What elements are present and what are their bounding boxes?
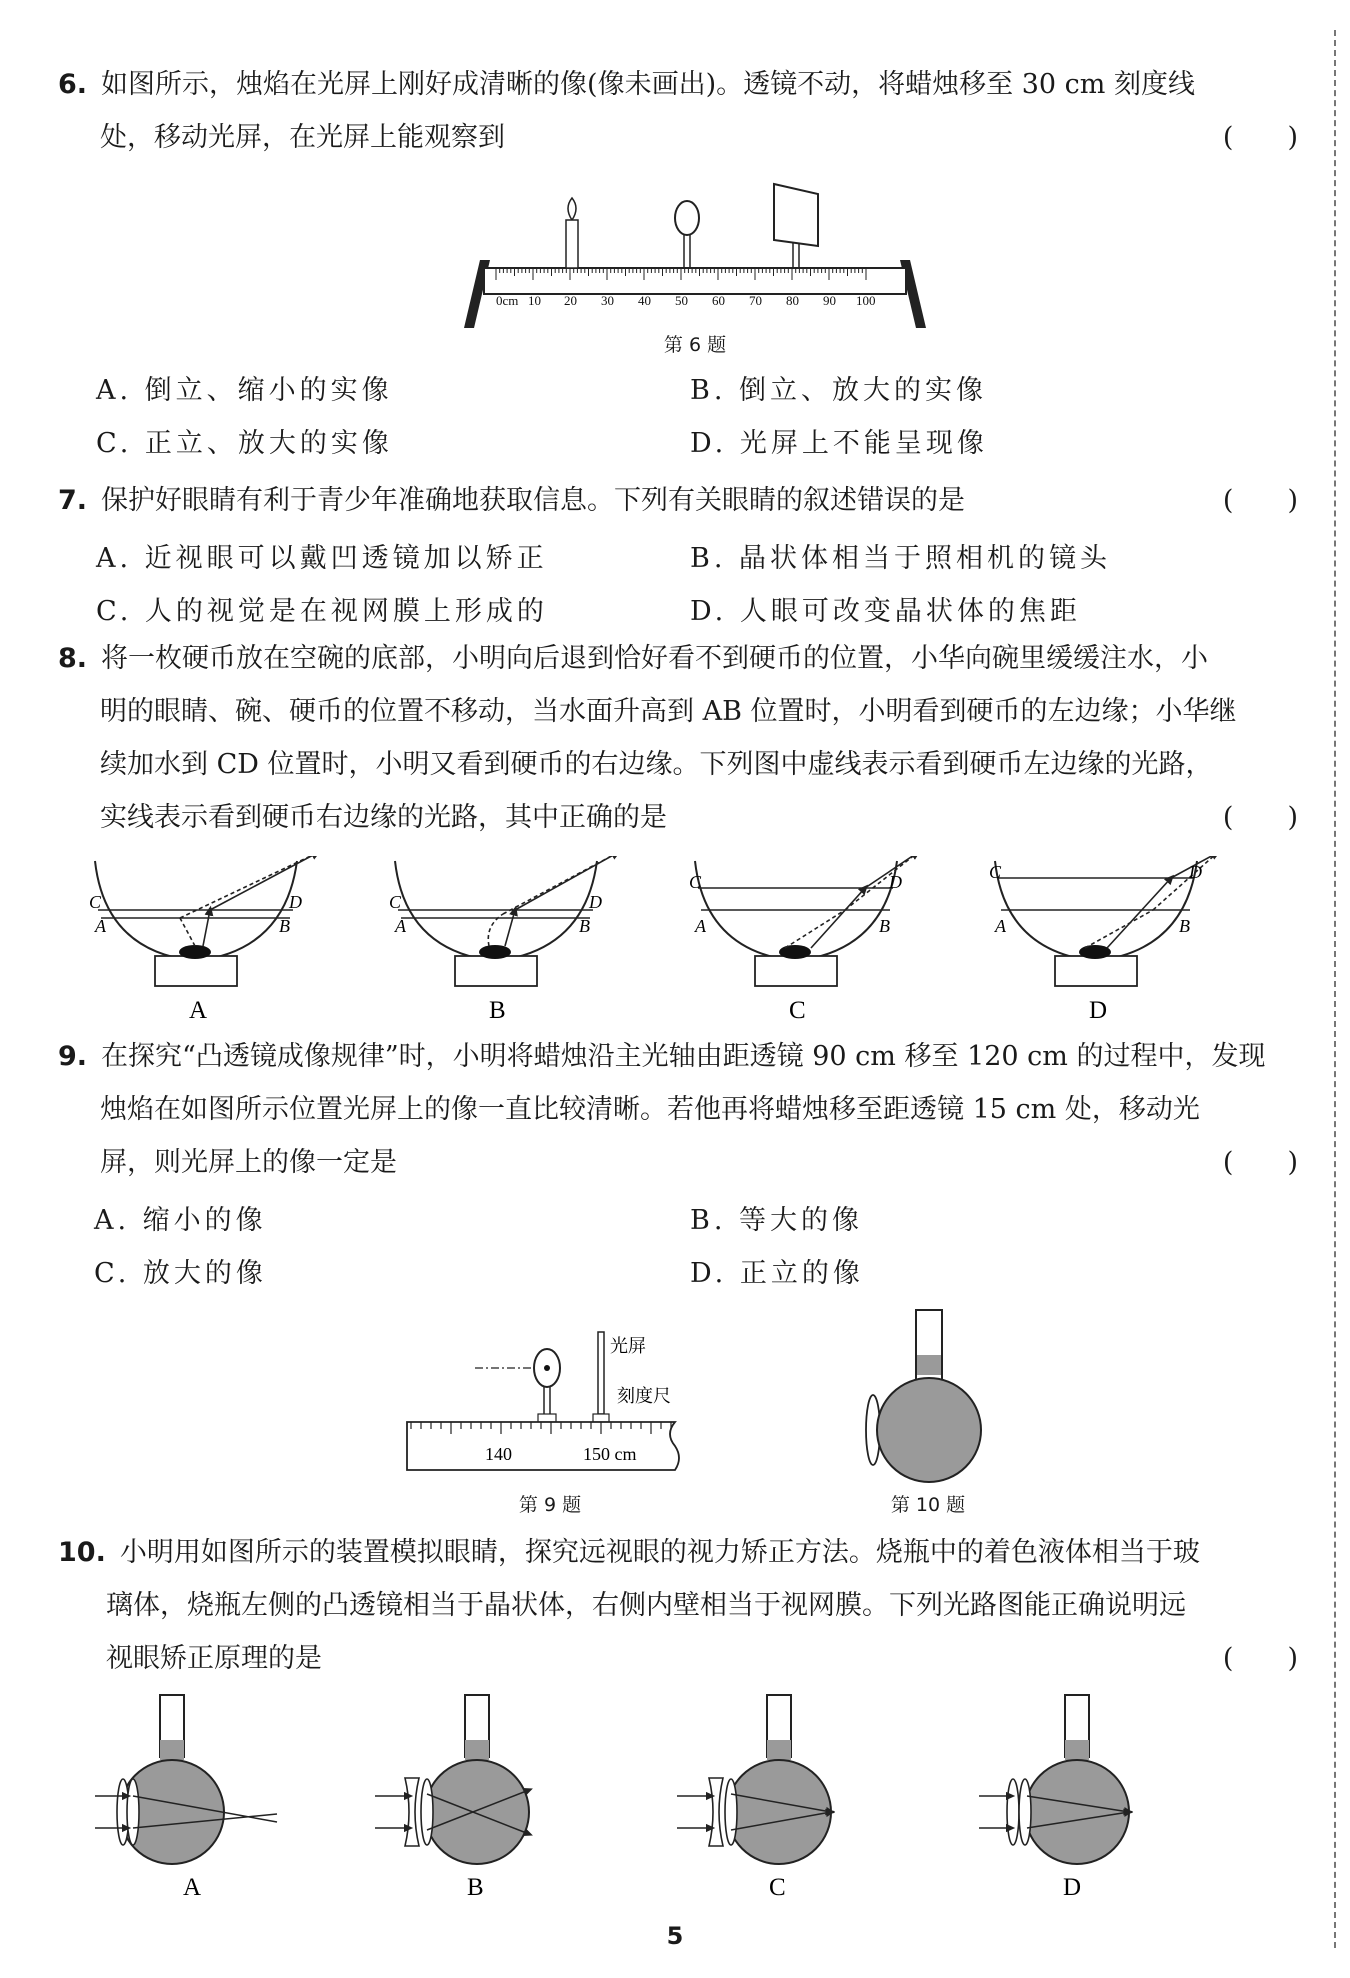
- question-8-line-2: [58, 685, 1298, 738]
- ruler-label: 刻度尺: [617, 1386, 671, 1407]
- question-text: 屏，则光屏上的像一定是: [100, 1147, 397, 1178]
- option-b[interactable]: B. 晶状体相当于照相机的镜头: [690, 543, 1112, 574]
- point-label: C: [389, 892, 402, 912]
- point-label: D: [589, 892, 602, 912]
- question-number: 9.: [58, 1041, 88, 1072]
- ruler-body: [407, 1422, 679, 1470]
- candle: [566, 198, 578, 268]
- tick-label: 140: [485, 1444, 512, 1464]
- option-d[interactable]: D. 正立的像: [690, 1258, 864, 1289]
- question-8: [58, 632, 1298, 844]
- question-7-line-1: [58, 474, 1298, 527]
- ray-diagram-d[interactable]: [979, 1695, 1129, 1901]
- page-number: 5: [666, 1922, 684, 1950]
- figure-label: A: [183, 1874, 202, 1901]
- question-10-line-3: [58, 1632, 1298, 1685]
- answer-blank[interactable]: ( ): [1222, 1643, 1298, 1674]
- option-b[interactable]: B. 倒立、放大的实像: [690, 375, 988, 406]
- question-text: 实线表示看到硬币右边缘的光路，其中正确的是: [100, 802, 667, 833]
- ruler-labels: [496, 293, 876, 308]
- question-text: 处，移动光屏，在光屏上能观察到: [100, 122, 505, 153]
- option-c[interactable]: C. 人的视觉是在视网膜上形成的: [96, 596, 548, 627]
- question-9-line-3: [58, 1136, 1298, 1189]
- point-label: A: [995, 916, 1006, 936]
- question-number: 10.: [58, 1537, 106, 1568]
- tick-label: 150 cm: [583, 1444, 637, 1464]
- ruler-label: 0cm: [496, 293, 519, 308]
- figure-label: C: [789, 997, 806, 1024]
- option-a[interactable]: A. 缩小的像: [94, 1205, 267, 1236]
- figure-label: D: [1063, 1874, 1082, 1901]
- answer-blank[interactable]: ( ): [1222, 485, 1298, 516]
- ruler-label: 70: [749, 293, 762, 308]
- question-8-line-1: [58, 632, 1298, 685]
- ruler-label: 40: [638, 293, 651, 308]
- question-6: [58, 58, 1298, 164]
- question-text: 续加水到 CD 位置时，小明又看到硬币的右边缘。下列图中虚线表示看到硬币左边缘的光路，: [100, 749, 1213, 780]
- option-a[interactable]: A. 倒立、缩小的实像: [96, 375, 393, 406]
- ruler-label: 100: [856, 293, 876, 308]
- question-number: 7.: [58, 485, 88, 516]
- figure-caption: 第 6 题: [663, 334, 727, 356]
- point-label: C: [689, 872, 702, 892]
- ruler-label: 10: [528, 293, 541, 308]
- option-c[interactable]: C. 放大的像: [94, 1258, 267, 1289]
- convex-lens: [675, 201, 699, 268]
- flask: [877, 1310, 981, 1482]
- point-label: C: [989, 862, 1002, 882]
- ruler-label: 80: [786, 293, 799, 308]
- figure-label: B: [467, 1874, 484, 1901]
- question-6-line-1: [58, 58, 1298, 111]
- question-10: [58, 1526, 1298, 1685]
- question-text: 小明用如图所示的装置模拟眼睛，探究远视眼的视力矫正方法。烧瓶中的着色液体相当于玻: [119, 1537, 1200, 1568]
- point-label: D: [289, 892, 302, 912]
- bowl-figure-d[interactable]: [989, 856, 1217, 1024]
- point-label: D: [889, 872, 902, 892]
- option-b[interactable]: B. 等大的像: [690, 1205, 864, 1236]
- option-d[interactable]: D. 人眼可改变晶状体的焦距: [690, 596, 1081, 627]
- ray-diagram-a[interactable]: [95, 1695, 277, 1901]
- bench-ruler: [484, 268, 906, 294]
- optical-bench-figure: [460, 180, 930, 330]
- question-text: 烛焰在如图所示位置光屏上的像一直比较清晰。若他再将蜡烛移至距透镜 15 cm 处，移动光: [100, 1094, 1200, 1125]
- point-label: B: [579, 916, 590, 936]
- question-9: [58, 1030, 1298, 1189]
- point-label: B: [279, 916, 290, 936]
- point-label: B: [1179, 916, 1190, 936]
- ray-diagram-c[interactable]: [677, 1695, 831, 1901]
- answer-blank[interactable]: ( ): [1222, 122, 1298, 153]
- page-margin-dashed-line: [1334, 30, 1336, 1948]
- ruler-label: 50: [675, 293, 688, 308]
- question-6-line-2: [58, 111, 1298, 164]
- option-d[interactable]: D. 光屏上不能呈现像: [690, 428, 988, 459]
- answer-blank[interactable]: ( ): [1222, 1147, 1298, 1178]
- ruler-label: 90: [823, 293, 836, 308]
- ruler-label: 60: [712, 293, 725, 308]
- figure-label: B: [489, 997, 506, 1024]
- bowl-figure-c[interactable]: [689, 856, 917, 1024]
- question-7: [58, 474, 1298, 527]
- question-9-line-1: [58, 1030, 1298, 1083]
- light-screen: [774, 184, 818, 268]
- option-a[interactable]: A. 近视眼可以戴凹透镜加以矫正: [96, 543, 548, 574]
- q9-lens-ruler-figure: [405, 1330, 695, 1490]
- question-8-line-3: [58, 738, 1298, 791]
- point-label: D: [1189, 862, 1202, 882]
- question-text: 将一枚硬币放在空碗的底部，小明向后退到恰好看不到硬币的位置，小华向碗里缓缓注水，小: [101, 643, 1209, 674]
- bowl-figure-b[interactable]: [389, 856, 617, 1024]
- question-text: 在探究“凸透镜成像规律”时，小明将蜡烛沿主光轴由距透镜 90 cm 移至 120 cm 的过程中，发现: [101, 1041, 1266, 1072]
- point-label: A: [395, 916, 406, 936]
- question-number: 8.: [58, 643, 88, 674]
- point-label: C: [89, 892, 102, 912]
- question-number: 6.: [58, 69, 88, 100]
- question-10-line-2: [58, 1579, 1298, 1632]
- answer-blank[interactable]: ( ): [1222, 802, 1298, 833]
- question-10-line-1: [58, 1526, 1298, 1579]
- screen-label: 光屏: [610, 1336, 646, 1357]
- point-label: A: [695, 916, 706, 936]
- question-text: 明的眼睛、碗、硬币的位置不移动，当水面升高到 AB 位置时，小明看到硬币的左边缘；小华继: [100, 696, 1237, 727]
- question-text: 保护好眼睛有利于青少年准确地获取信息。下列有关眼睛的叙述错误的是: [101, 485, 966, 516]
- bowl-figure-a[interactable]: [89, 856, 317, 1024]
- figure-label: C: [769, 1874, 786, 1901]
- figure-caption: 第 10 题: [890, 1494, 966, 1516]
- flask-ray-diagrams: [95, 1690, 1295, 1910]
- question-text: 如图所示，烛焰在光屏上刚好成清晰的像(像未画出)。透镜不动，将蜡烛移至 30 cm 刻度线: [101, 69, 1195, 100]
- ruler-label: 20: [564, 293, 577, 308]
- question-text: 璃体，烧瓶左侧的凸透镜相当于晶状体，右侧内壁相当于视网膜。下列光路图能正确说明远: [106, 1590, 1186, 1621]
- figure-label: D: [1089, 997, 1108, 1024]
- ruler-label: 30: [601, 293, 614, 308]
- convex-lens: [534, 1349, 560, 1422]
- question-text: 视眼矫正原理的是: [106, 1643, 322, 1674]
- figure-label: A: [189, 997, 208, 1024]
- point-label: B: [879, 916, 890, 936]
- point-label: A: [95, 916, 106, 936]
- question-8-line-4: [58, 791, 1298, 844]
- option-c[interactable]: C. 正立、放大的实像: [96, 428, 393, 459]
- flask-model-figure: [860, 1305, 1000, 1490]
- ray-diagram-b[interactable]: [375, 1695, 529, 1901]
- bowl-figures: [85, 856, 1285, 1026]
- light-screen: [593, 1332, 609, 1422]
- question-9-line-2: [58, 1083, 1298, 1136]
- figure-caption: 第 9 题: [518, 1494, 582, 1516]
